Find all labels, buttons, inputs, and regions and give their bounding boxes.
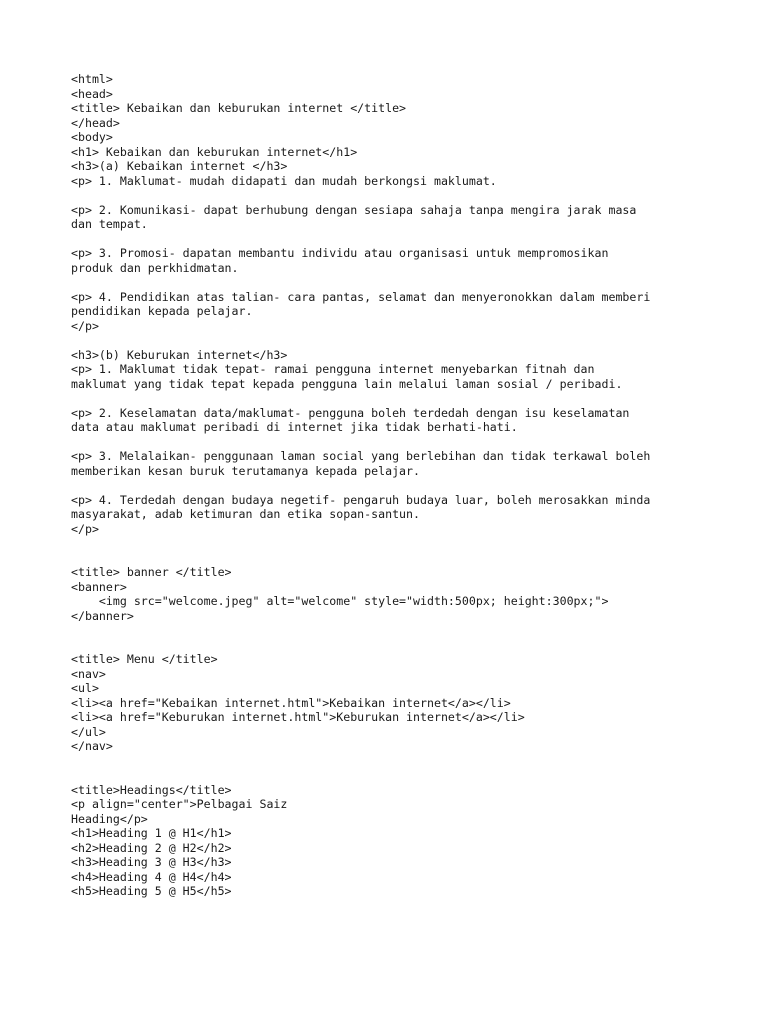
blank-line xyxy=(71,551,711,566)
blank-line xyxy=(71,435,711,450)
code-line: <h4>Heading 4 @ H4</h4> xyxy=(71,869,232,884)
code-line: <h3>(a) Kebaikan internet </h3> xyxy=(71,159,288,173)
code-line: <p> 2. Keselamatan data/maklumat- pengguna boleh terdedah dengan isu keselamatan xyxy=(71,405,630,420)
code-line: <title> banner </title> xyxy=(71,565,232,579)
code-line: <title>Headings</title> xyxy=(71,782,232,797)
code-line: </head> xyxy=(71,115,120,130)
code-line: </p> xyxy=(71,318,99,333)
blank-line xyxy=(71,478,711,493)
code-line: <h5>Heading 5 @ H5</h5> xyxy=(71,884,232,898)
blank-line xyxy=(71,232,711,247)
code-line: <p> 3. Promosi- dapatan membantu individu atau organisasi untuk mempromosikan xyxy=(71,246,609,260)
code-line: <p> 4. Terdedah dengan budaya negetif- pengaruh budaya luar, boleh merosakkan minda xyxy=(71,492,651,507)
code-line: <p align="center">Pelbagai Saiz xyxy=(71,797,288,811)
code-document xyxy=(71,72,711,899)
code-line: <h2>Heading 2 @ H2</h2> xyxy=(71,840,232,855)
code-line: </nav> xyxy=(71,739,113,753)
code-line: <li><a href="Keburukan internet.html">Keburukan internet</a></li> xyxy=(71,710,525,724)
code-line: <body> xyxy=(71,130,113,144)
code-line: <ul> xyxy=(71,681,99,695)
blank-line xyxy=(71,333,711,348)
code-line: </banner> xyxy=(71,608,134,623)
code-line: Heading</p> xyxy=(71,811,148,826)
blank-line xyxy=(71,754,711,769)
code-line: </p> xyxy=(71,521,99,536)
code-line: <img src="welcome.jpeg" alt="welcome" style="width:500px; height:300px;"> xyxy=(71,594,609,608)
code-line: maklumat yang tidak tepat kepada pengguna lain melalui laman sosial / peribadi. xyxy=(71,376,623,391)
code-line: data atau maklumat peribadi di internet jika tidak berhati-hati. xyxy=(71,420,518,434)
code-line: <p> 2. Komunikasi- dapat berhubung dengan sesiapa sahaja tanpa mengira jarak masa xyxy=(71,202,637,217)
blank-line xyxy=(71,768,711,783)
blank-line xyxy=(71,638,711,653)
code-line: </ul> xyxy=(71,724,106,739)
code-line: <nav> xyxy=(71,666,106,681)
code-line: <h1> Kebaikan dan keburukan internet</h1> xyxy=(71,144,358,159)
code-line: memberikan kesan buruk terutamanya kepada pelajar. xyxy=(71,463,421,478)
blank-line xyxy=(71,536,711,551)
code-line: <title> Menu </title> xyxy=(71,652,218,666)
blank-line xyxy=(71,275,711,290)
code-line: <p> 4. Pendidikan atas talian- cara pantas, selamat dan menyeronokkan dalam memberi xyxy=(71,289,651,304)
code-line: pendidikan kepada pelajar. xyxy=(71,304,253,318)
code-line: <head> xyxy=(71,86,113,101)
blank-line xyxy=(71,623,711,638)
code-line: dan tempat. xyxy=(71,217,148,231)
blank-line xyxy=(71,188,711,203)
blank-line xyxy=(71,391,711,406)
code-line: <title> Kebaikan dan keburukan internet </title> xyxy=(71,101,407,115)
code-line: <li><a href="Kebaikan internet.html">Kebaikan internet</a></li> xyxy=(71,695,511,710)
code-line: <p> 1. Maklumat- mudah didapati dan mudah berkongsi maklumat. xyxy=(71,173,497,188)
code-line: <h3>(b) Keburukan internet</h3> xyxy=(71,347,288,362)
code-line: <h1>Heading 1 @ H1</h1> xyxy=(71,826,232,840)
code-line: masyarakat, adab ketimuran dan etika sopan-santun. xyxy=(71,507,421,521)
code-line: <p> 3. Melalaikan- penggunaan laman social yang berlebihan dan tidak terkawal boleh xyxy=(71,449,651,463)
code-line: <html> xyxy=(71,72,113,86)
code-line: <h3>Heading 3 @ H3</h3> xyxy=(71,855,232,869)
code-line: <p> 1. Maklumat tidak tepat- ramai pengguna internet menyebarkan fitnah dan xyxy=(71,362,595,376)
code-line: <banner> xyxy=(71,579,127,594)
code-line: produk dan perkhidmatan. xyxy=(71,260,239,275)
